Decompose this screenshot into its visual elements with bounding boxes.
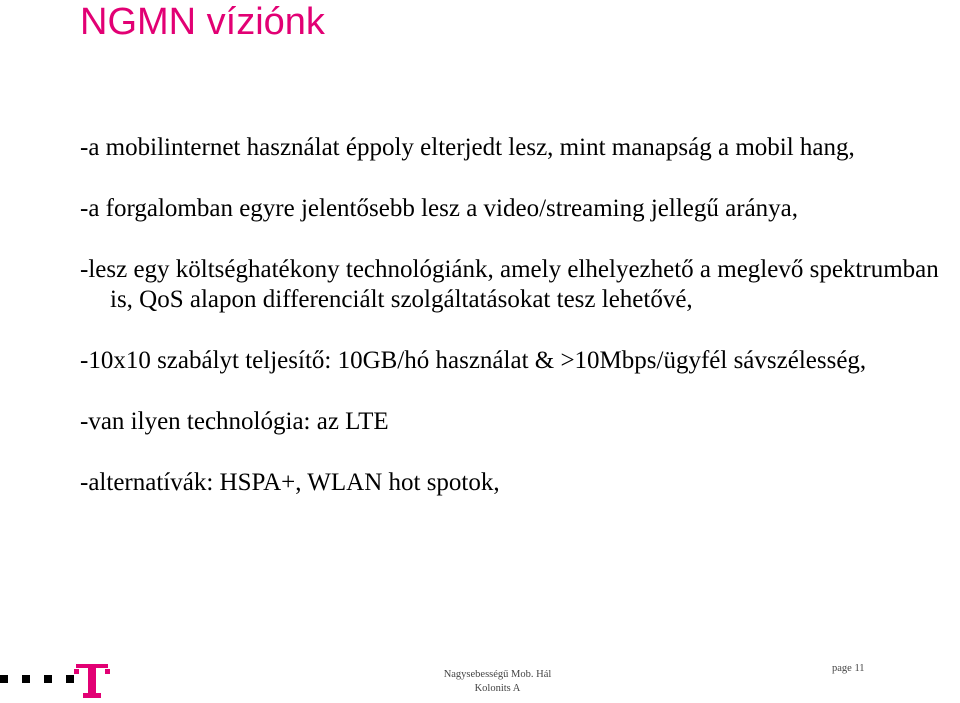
- footer-dots: [0, 675, 74, 683]
- footer-line1: Nagysebességű Mob. Hál: [443, 669, 552, 680]
- footer-dot: [66, 675, 74, 683]
- footer-dot: [0, 675, 8, 683]
- bullet-item: -van ilyen technológia: az LTE: [80, 408, 389, 435]
- footer-dot: [22, 675, 30, 683]
- bullet-item: -a mobilinternet használat éppoly elterjedt lesz, mint manapság a mobil hang,: [80, 134, 855, 161]
- bullet-list: [80, 133, 960, 529]
- bullet-item: -lesz egy költséghatékony technológiánk, amely elhelyezhető a meglevő spektrumban is, QoS alapon differenciált szolgáltatásokat tesz lehetővé,: [80, 256, 939, 313]
- footer-dot: [44, 675, 52, 683]
- page-number: page 11: [832, 663, 865, 674]
- bullet-item: -10x10 szabályt teljesítő: 10GB/hó használat & >10Mbps/ügyfél sávszélesség,: [80, 347, 867, 374]
- slide-title: NGMN víziónk: [80, 1, 325, 43]
- bullet-item: -a forgalomban egyre jelentősebb lesz a video/streaming jellegű aránya,: [80, 195, 799, 222]
- telekom-t-logo-icon: [74, 664, 110, 700]
- footer-caption: [440, 668, 555, 696]
- bullet-item: -alternatívák: HSPA+, WLAN hot spotok,: [80, 469, 500, 496]
- footer-line2: Kolonits A: [474, 683, 521, 694]
